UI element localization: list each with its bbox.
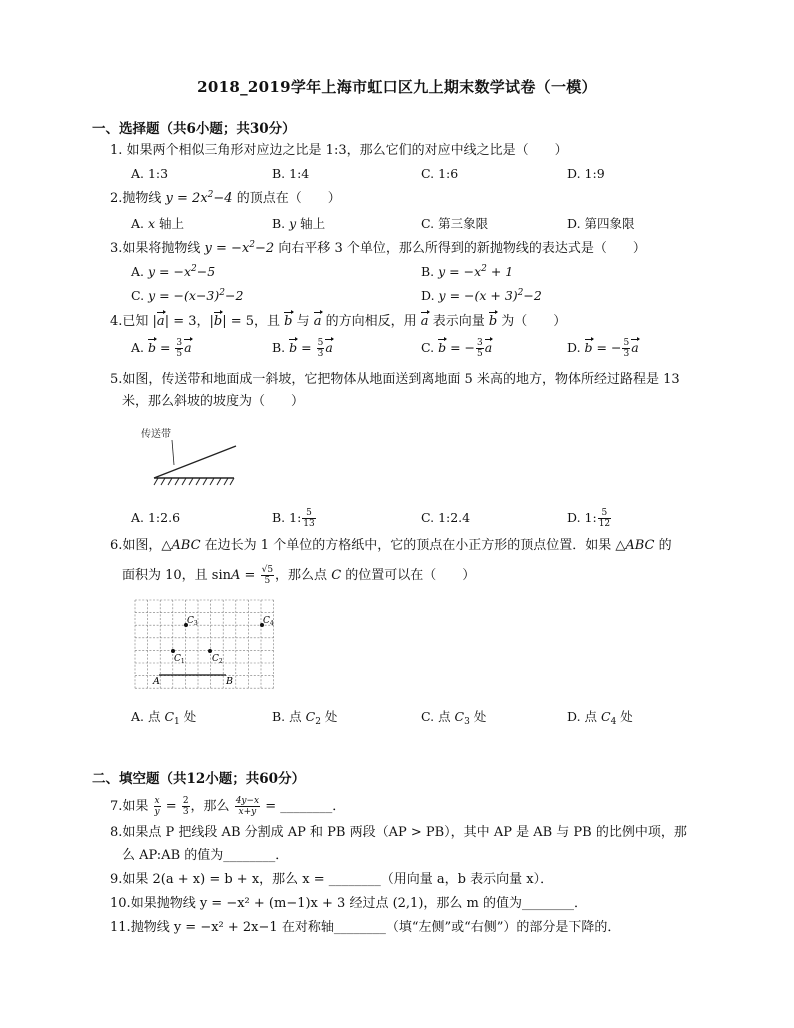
question-text: 如果 [122,799,153,814]
question-text: 如图，传送带和地面成一斜坡，它把物体从地面送到离地面 5 米高的地方，物体所经过路程是 13 [122,372,680,387]
section-heading-choice: 一、选择题（共6小题；共30分） [92,121,296,137]
option-label: B. [421,264,439,279]
question-text: 抛物线 [122,191,166,206]
conveyor-figure [128,420,240,492]
option-label: D. [421,288,439,303]
option-c[interactable]: C. 1:2.4 [421,510,471,525]
option-d[interactable] [567,707,633,725]
vector-b: b [289,340,298,355]
label-b: B [226,676,233,687]
point-c1: $C_1$ [164,709,180,727]
option-b[interactable] [272,214,325,232]
option-c[interactable] [421,707,486,725]
question-2 [110,190,341,208]
option-label: B. 点 [272,709,306,724]
conveyor-label: 传送带 [141,429,171,440]
question-7: 7.如果 $\frac{x}{y}$ = $\frac{2}{3}$ ，那么 $\frac{4y-x}{x+y}$ = ________． [110,796,346,817]
fraction: $\frac{3}{5}$ [176,338,183,359]
grid-figure [134,598,278,690]
option-d[interactable]: D. 第四象限 [567,216,635,231]
question-number: 7. [110,799,123,814]
question-text: 表示向量 [428,314,489,329]
math-expression: $y = -x^2-5$ [147,264,216,279]
label-c4: $C_4$ [263,616,274,627]
option-label: A. [131,264,148,279]
math-expression: $y = -x^2-2$ [204,240,275,256]
option-label: B. [272,340,290,355]
question-text: ，那么 [190,799,234,814]
option-a[interactable] [131,214,184,232]
vector-b: b [488,314,498,329]
option-c[interactable] [131,288,243,303]
label-c3: $C_3$ [187,616,198,627]
option-a-var: x [147,216,156,231]
question-11 [110,919,620,937]
option-label: C. 点 [421,709,455,724]
question-text: 如果两个相似三角形对应边之比是 1:3，那么它们的对应中线之比是（ ） [126,143,568,158]
fraction: $\frac{3}{5}$ [477,338,483,359]
question-text: 面积为 10，且 sin [122,568,232,583]
question-text: 的方向相反，用 [321,314,421,329]
option-b-label: B. [272,216,290,231]
vector-b: b [147,340,156,355]
question-text: 为（ ） [497,314,567,329]
vector-a: a [156,314,165,329]
question-text: 的位置可以在（ ） [341,568,476,583]
conveyor-slope [154,446,236,478]
question-5-line-1 [110,371,680,389]
label-c1: $C_1$ [174,654,185,665]
option-label: D. 点 [567,709,601,724]
question-number: 11. [110,920,131,935]
vector-a: a [420,314,429,329]
question-9 [110,871,553,889]
vector-b: b [213,314,223,329]
ground-hatch [154,478,234,485]
option-tail: 处 [469,709,487,724]
question-3 [110,240,646,258]
option-b[interactable] [272,707,337,725]
fraction: $\frac{√5}{5}$ [261,565,274,586]
math-expression: $y = -(x-3)^2-2$ [148,288,244,303]
angle-a: A [231,568,241,583]
option-d[interactable] [421,288,542,303]
option-label: C. [421,340,439,355]
fraction: $\frac{x}{y}$ [154,796,160,817]
vector-b: b [584,340,593,355]
fraction: $\frac{5}{13}$ [303,508,315,529]
fraction: $\frac{4y-x}{x+y}$ [235,796,260,817]
question-number: 10. [110,896,131,911]
option-a[interactable] [131,707,196,725]
option-tail: 处 [179,709,197,724]
point-c1 [171,649,175,653]
section-heading-fill: 二、填空题（共12小题；共60分） [92,771,306,787]
question-text: 与 [292,314,314,329]
option-label: A. 点 [131,709,165,724]
option-c[interactable]: C. 1:6 [421,166,459,181]
question-6-line-2: 面积为 10，且 sinA = $\frac{√5}{5}$ ，那么点 C 的位置可以在（ ） [122,565,476,586]
fraction: $\frac{5}{3}$ [317,338,324,359]
option-b-var: y [289,216,297,231]
option-b-tail: 轴上 [296,216,326,231]
fraction: $\frac{5}{12}$ [598,508,611,529]
vector-a: a [325,340,333,355]
option-a[interactable]: A. 1:3 [131,166,169,181]
point-c4: $C_4$ [601,709,617,727]
question-10 [110,895,587,913]
option-label: B. 1: [272,510,302,525]
math-expression: $y = -(x + 3)^2-2$ [438,288,542,303]
question-number: 4. [110,314,123,329]
question-text: 如果 2(a + x) = b + x，那么 x = ________（用向量 a，b 表示向量 x）． [122,872,554,887]
option-tail: 处 [616,709,633,724]
question-6-line-1 [110,537,672,555]
vector-a: a [484,340,493,355]
option-c[interactable]: C. 第三象限 [421,216,489,231]
option-label: D. [567,340,585,355]
vector-a: a [184,340,192,355]
question-1 [110,142,568,160]
option-label: D. 1: [567,510,597,525]
question-text: | = 3，| [164,314,214,329]
option-a[interactable] [131,264,215,279]
option-tail: 处 [320,709,338,724]
question-text: 在边长为 1 个单位的方格纸中，它的顶点在小正方形的顶点位置．如果 △ [200,538,626,553]
page-title: 2018_2019学年上海市虹口区九上期末数学试卷（一模） [197,78,597,96]
question-number: 3. [110,241,123,256]
question-text: 抛物线 y = −x² + 2x−1 在对称轴________（填“左侧”或“右侧”）的部分是下降的． [130,920,621,935]
question-text: ，那么点 [275,568,332,583]
question-text: = ________． [261,799,346,814]
option-b[interactable] [421,264,513,279]
point-c2: $C_2$ [305,709,321,727]
question-number: 5. [110,372,123,387]
option-d[interactable]: D. 1:9 [567,166,605,181]
question-number: 2. [110,191,123,206]
vector-a: a [631,340,639,355]
triangle-abc: ABC [625,538,655,553]
option-d[interactable]: D. b = − $\frac{5}{3}$ a [567,338,639,359]
question-text: 如图，△ [122,538,172,553]
vector-a: a [313,314,322,329]
option-b[interactable] [272,508,317,529]
question-8-line-2: 么 AP:AB 的值为________． [122,848,289,863]
triangle-abc: ABC [171,538,201,553]
option-d[interactable] [567,508,612,529]
vector-b: b [284,314,293,329]
question-number: 6. [110,538,123,553]
question-text: | = 5，且 [222,314,285,329]
option-c[interactable]: C. b = − $\frac{3}{5}$ a [421,338,493,359]
option-label: C. [131,288,149,303]
vector-b: b [438,340,447,355]
option-a[interactable]: A. b = $\frac{3}{5}$ a [131,338,192,359]
point-c2 [208,649,212,653]
option-a-tail: 轴上 [155,216,185,231]
question-text: 如果将抛物线 [122,241,205,256]
option-b[interactable]: B. 1:4 [272,166,310,181]
conveyor-pointer [172,440,174,465]
math-expression: $y = 2x^2-4$ [165,190,233,206]
question-text: 已知 | [122,314,157,329]
point-c3: $C_3$ [454,709,470,727]
question-text: 的 [654,538,672,553]
question-text: 的顶点在（ ） [232,191,341,206]
point-c: C [331,568,342,583]
question-number: 9. [110,872,123,887]
option-b[interactable]: B. b = $\frac{5}{3}$ a [272,338,333,359]
label-c2: $C_2$ [212,654,223,665]
fraction: $\frac{2}{3}$ [182,796,189,817]
label-a: A [153,676,160,687]
option-a[interactable]: A. 1:2.6 [131,510,181,525]
question-text: 如果抛物线 y = −x² + (m−1)x + 3 经过点 (2,1)，那么 m 的值为________． [130,896,587,911]
question-number: 1. [110,143,123,158]
question-5-line-2: 米，那么斜坡的坡度为（ ） [122,394,305,409]
question-8-line-1 [110,824,687,842]
question-number: 8. [110,825,123,840]
math-expression: $y = -x^2 + 1$ [438,264,514,279]
question-text: 向右平移 3 个单位，那么所得到的新抛物线的表达式是（ ） [274,241,646,256]
question-4 [110,313,566,331]
option-a-label: A. [131,216,148,231]
question-text: 如果点 P 把线段 AB 分割成 AP 和 PB 两段（AP > PB），其中 AP 是 AB 与 PB 的比例中项，那 [122,825,687,840]
option-label: A. [131,340,148,355]
fraction: $\frac{5}{3}$ [623,338,630,359]
